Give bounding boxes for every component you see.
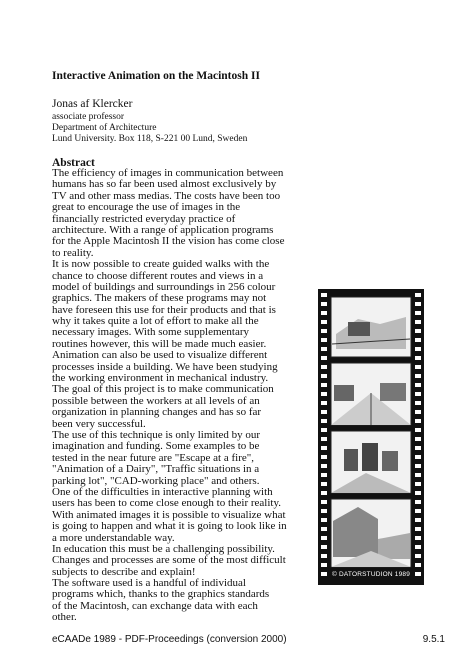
sprocket-hole <box>321 464 327 468</box>
sprocket-hole <box>415 374 421 378</box>
abstract-line: The software used is a handful of individual <box>52 577 246 590</box>
sprocket-hole <box>321 527 327 531</box>
abstract-line: chance to choose different routes and views in a <box>52 269 264 282</box>
abstract-line: is going to happen and what it is going to look like in <box>52 520 287 533</box>
abstract-line: of the Macintosh, can exchange data with each <box>52 599 258 612</box>
abstract-line: humans has so far been used almost exclusively by <box>52 178 277 191</box>
abstract-line: why it takes quite a lot of effort to make all the <box>52 315 259 328</box>
sprocket-hole <box>415 356 421 360</box>
abstract-line: TV and other mass medias. The costs have been too <box>52 189 281 202</box>
footer-page-number: 9.5.1 <box>422 634 445 645</box>
sprocket-hole <box>415 482 421 486</box>
abstract-line: The goal of this project is to make communication <box>52 383 274 396</box>
abstract-line: The use of this technique is only limited by our <box>52 428 261 441</box>
sprocket-hole <box>415 464 421 468</box>
abstract-heading: Abstract <box>52 157 95 169</box>
abstract-line: routines however, this will be made much easier. <box>52 337 267 350</box>
abstract-line: programs which, thanks to the graphics standards <box>52 588 270 601</box>
sprocket-hole <box>321 374 327 378</box>
abstract-line: graphics. The makers of these programs may not <box>52 292 267 305</box>
sprocket-hole <box>415 446 421 450</box>
sprocket-hole <box>321 518 327 522</box>
abstract-line: Animation can also be used to visualize different <box>52 349 268 362</box>
abstract-line: It is now possible to create guided walks with the <box>52 258 270 271</box>
sprocket-hole <box>321 410 327 414</box>
author-address: Lund University. Box 118, S-221 00 Lund, Sweden <box>52 134 248 144</box>
sprocket-hole <box>415 509 421 513</box>
sprocket-hole <box>415 293 421 297</box>
sprocket-hole <box>415 437 421 441</box>
sprocket-hole <box>415 320 421 324</box>
abstract-line: to reality. <box>52 246 94 259</box>
film-strip-graphic <box>318 289 424 585</box>
sprocket-hole <box>415 338 421 342</box>
sprocket-hole <box>321 545 327 549</box>
abstract-line: organization in planning changes and has so far <box>52 406 262 419</box>
sprocket-hole <box>415 572 421 576</box>
paper-title: Interactive Animation on the Macintosh II <box>52 70 260 82</box>
abstract-line: financially restricted everyday practice of <box>52 212 236 225</box>
sprocket-hole <box>321 446 327 450</box>
sprocket-hole <box>415 401 421 405</box>
sprocket-hole <box>415 365 421 369</box>
sprocket-hole <box>321 383 327 387</box>
sprocket-hole <box>415 392 421 396</box>
sprocket-hole <box>321 572 327 576</box>
footer-proceedings: eCAADe 1989 - PDF-Proceedings (conversion 2000) <box>52 634 287 645</box>
abstract-line: parking lot", "CAD-working place" and others. <box>52 474 260 487</box>
abstract-line: great to encourage the use of images in the <box>52 201 241 214</box>
abstract-body <box>52 168 304 624</box>
abstract-line: Changes and processes are some of the most difficult <box>52 554 286 567</box>
sprocket-hole <box>321 401 327 405</box>
abstract-line: imagination and funding. Some examples to be <box>52 440 260 453</box>
abstract-line: the working environment in mechanical industry. <box>52 372 269 385</box>
sprocket-hole <box>321 500 327 504</box>
abstract-line: tested in the near future are "Escape at a fire", <box>52 451 254 464</box>
sprocket-hole <box>321 302 327 306</box>
sprocket-hole <box>321 455 327 459</box>
sprocket-hole <box>321 437 327 441</box>
sprocket-hole <box>415 302 421 306</box>
abstract-line: been very successful. <box>52 417 146 430</box>
sprocket-hole <box>415 329 421 333</box>
sprocket-hole <box>415 311 421 315</box>
sprocket-hole <box>321 473 327 477</box>
abstract-line: have foreseen this use for their products and that is <box>52 303 276 316</box>
sprocket-hole <box>415 563 421 567</box>
sprocket-hole <box>321 329 327 333</box>
abstract-line: other. <box>52 611 77 624</box>
abstract-line: With animated images it is possible to visualize what <box>52 508 286 521</box>
author-position: associate professor <box>52 112 125 122</box>
sprocket-hole <box>415 383 421 387</box>
sprocket-hole <box>321 491 327 495</box>
sprocket-hole <box>415 554 421 558</box>
author-name: Jonas af Klercker <box>52 98 133 110</box>
sprocket-hole <box>321 554 327 558</box>
sprocket-hole <box>321 311 327 315</box>
sprocket-hole <box>321 536 327 540</box>
sprocket-hole <box>415 473 421 477</box>
sprocket-hole <box>321 392 327 396</box>
sprocket-hole <box>415 536 421 540</box>
abstract-line: possible between the workers at all levels of an <box>52 394 260 407</box>
figure-credit: © DATORSTUDION 1989 <box>331 571 411 578</box>
sprocket-hole <box>321 293 327 297</box>
abstract-line: In education this must be a challenging possibility. <box>52 542 275 555</box>
author-department: Department of Architecture <box>52 123 157 133</box>
abstract-line: subjects to describe and explain! <box>52 565 196 578</box>
sprocket-hole <box>415 527 421 531</box>
sprocket-hole <box>321 347 327 351</box>
abstract-line: for the Apple Macintosh II the vision has come close <box>52 235 285 248</box>
sprocket-hole <box>321 428 327 432</box>
sprocket-hole <box>415 455 421 459</box>
abstract-line: "Animation of a Dairy", "Traffic situations in a <box>52 463 260 476</box>
sprocket-hole <box>321 563 327 567</box>
sprocket-hole <box>321 365 327 369</box>
sprocket-hole <box>321 482 327 486</box>
abstract-line: a more understandable way. <box>52 531 175 544</box>
abstract-line: architecture. With a range of application programs <box>52 223 274 236</box>
sprocket-hole <box>415 428 421 432</box>
sprocket-hole <box>415 347 421 351</box>
sprocket-hole <box>415 500 421 504</box>
sprocket-hole <box>415 518 421 522</box>
sprocket-hole <box>321 419 327 423</box>
abstract-line: The efficiency of images in communication between <box>52 167 284 179</box>
abstract-line: users has been to come close enough to their reality. <box>52 497 281 510</box>
abstract-line: model of buildings and surroundings in 256 colour <box>52 280 276 293</box>
sprocket-hole <box>415 410 421 414</box>
sprocket-hole <box>415 545 421 549</box>
sprocket-hole <box>321 356 327 360</box>
sprocket-hole <box>321 338 327 342</box>
sprocket-hole <box>321 320 327 324</box>
abstract-line: processes inside a building. We have been studying <box>52 360 278 373</box>
sprocket-hole <box>415 419 421 423</box>
abstract-line: One of the difficulties in interactive planning with <box>52 485 273 498</box>
film-strip-figure <box>318 289 424 585</box>
abstract-line: necessary images. With some supplementary <box>52 326 249 339</box>
sprocket-hole <box>415 491 421 495</box>
sprocket-hole <box>321 509 327 513</box>
